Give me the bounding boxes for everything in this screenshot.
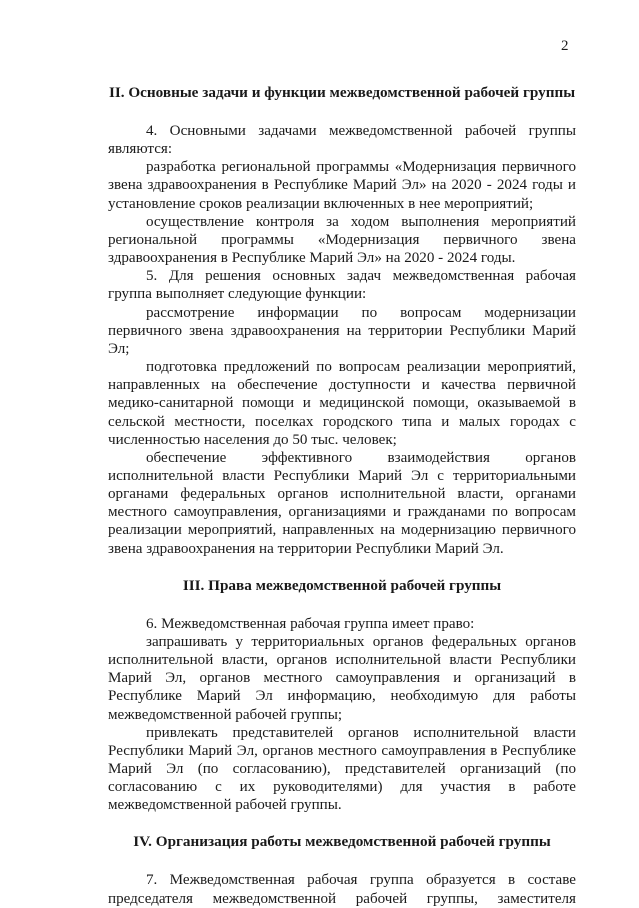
paragraph-task-control: осуществление контроля за ходом выполнения мероприятий региональной программы «Модернизация первичного звена здравоохранения в Республике Марий Эл» на 2020 - 2024 годы.: [108, 213, 576, 267]
paragraph-function-review: рассмотрение информации по вопросам модернизации первичного звена здравоохранения на территории Республики Марий Эл;: [108, 304, 576, 357]
page-number: 2: [561, 38, 569, 54]
document-body: [108, 84, 576, 908]
section-heading-organization: IV. Организация работы межведомственной рабочей группы: [133, 833, 551, 851]
paragraph-item-6: 6. Межведомственная рабочая группа имеет право:: [146, 615, 475, 632]
paragraph-function-proposals: подготовка предложений по вопросам реализации мероприятий, направленных на обеспечение доступности и качества первичной медико-санитарной помощи и медицинской помощи, оказываемой в сельской местности, поселках городского типа и малых городах с численностью населения до 50 тыс. человек;: [108, 359, 576, 448]
paragraph-right-involve: привлекать представителей органов исполнительной власти Республики Марий Эл, органов местного самоуправления в Республике Марий Эл (по согласованию), представителей организаций (по согласованию с их руководителями) для участия в работе межведомственной рабочей группы.: [108, 724, 576, 814]
paragraph-item-5: 5. Для решения основных задач межведомственная рабочая группа выполняет следующие функции:: [108, 268, 576, 303]
paragraph-task-program-development: разработка региональной программы «Модернизация первичного звена здравоохранения в Республике Марий Эл» на 2020 - 2024 годы и установление сроков реализации включенных в нее мероприятий;: [108, 159, 576, 212]
paragraph-item-7: 7. Межведомственная рабочая группа образуется в составе председателя межведомственной рабочей группы, заместителя: [108, 872, 576, 907]
section-heading-rights: III. Права межведомственной рабочей группы: [182, 576, 502, 594]
paragraph-function-cooperation: обеспечение эффективного взаимодействия органов исполнительной власти Республики Марий Эл с территориальными органами федеральных органов исполнительной власти, органами местного самоуправления, организациями и гражданами по вопросам реализации мероприятий, направленных на модернизацию первичного звена здравоохранения на территории Республики Марий Эл.: [108, 449, 576, 557]
paragraph-right-request: запрашивать у территориальных органов федеральных органов исполнительной власти, органов исполнительной власти Республики Марий Эл, органов местного самоуправления и организаций в Республике Марий Эл информацию, необходимую для работы межведомственной рабочей группы;: [108, 633, 576, 723]
section-heading-tasks-functions: II. Основные задачи и функции межведомственной рабочей группы: [108, 84, 576, 101]
paragraph-item-4: 4. Основными задачами межведомственной рабочей группы являются:: [108, 123, 576, 158]
